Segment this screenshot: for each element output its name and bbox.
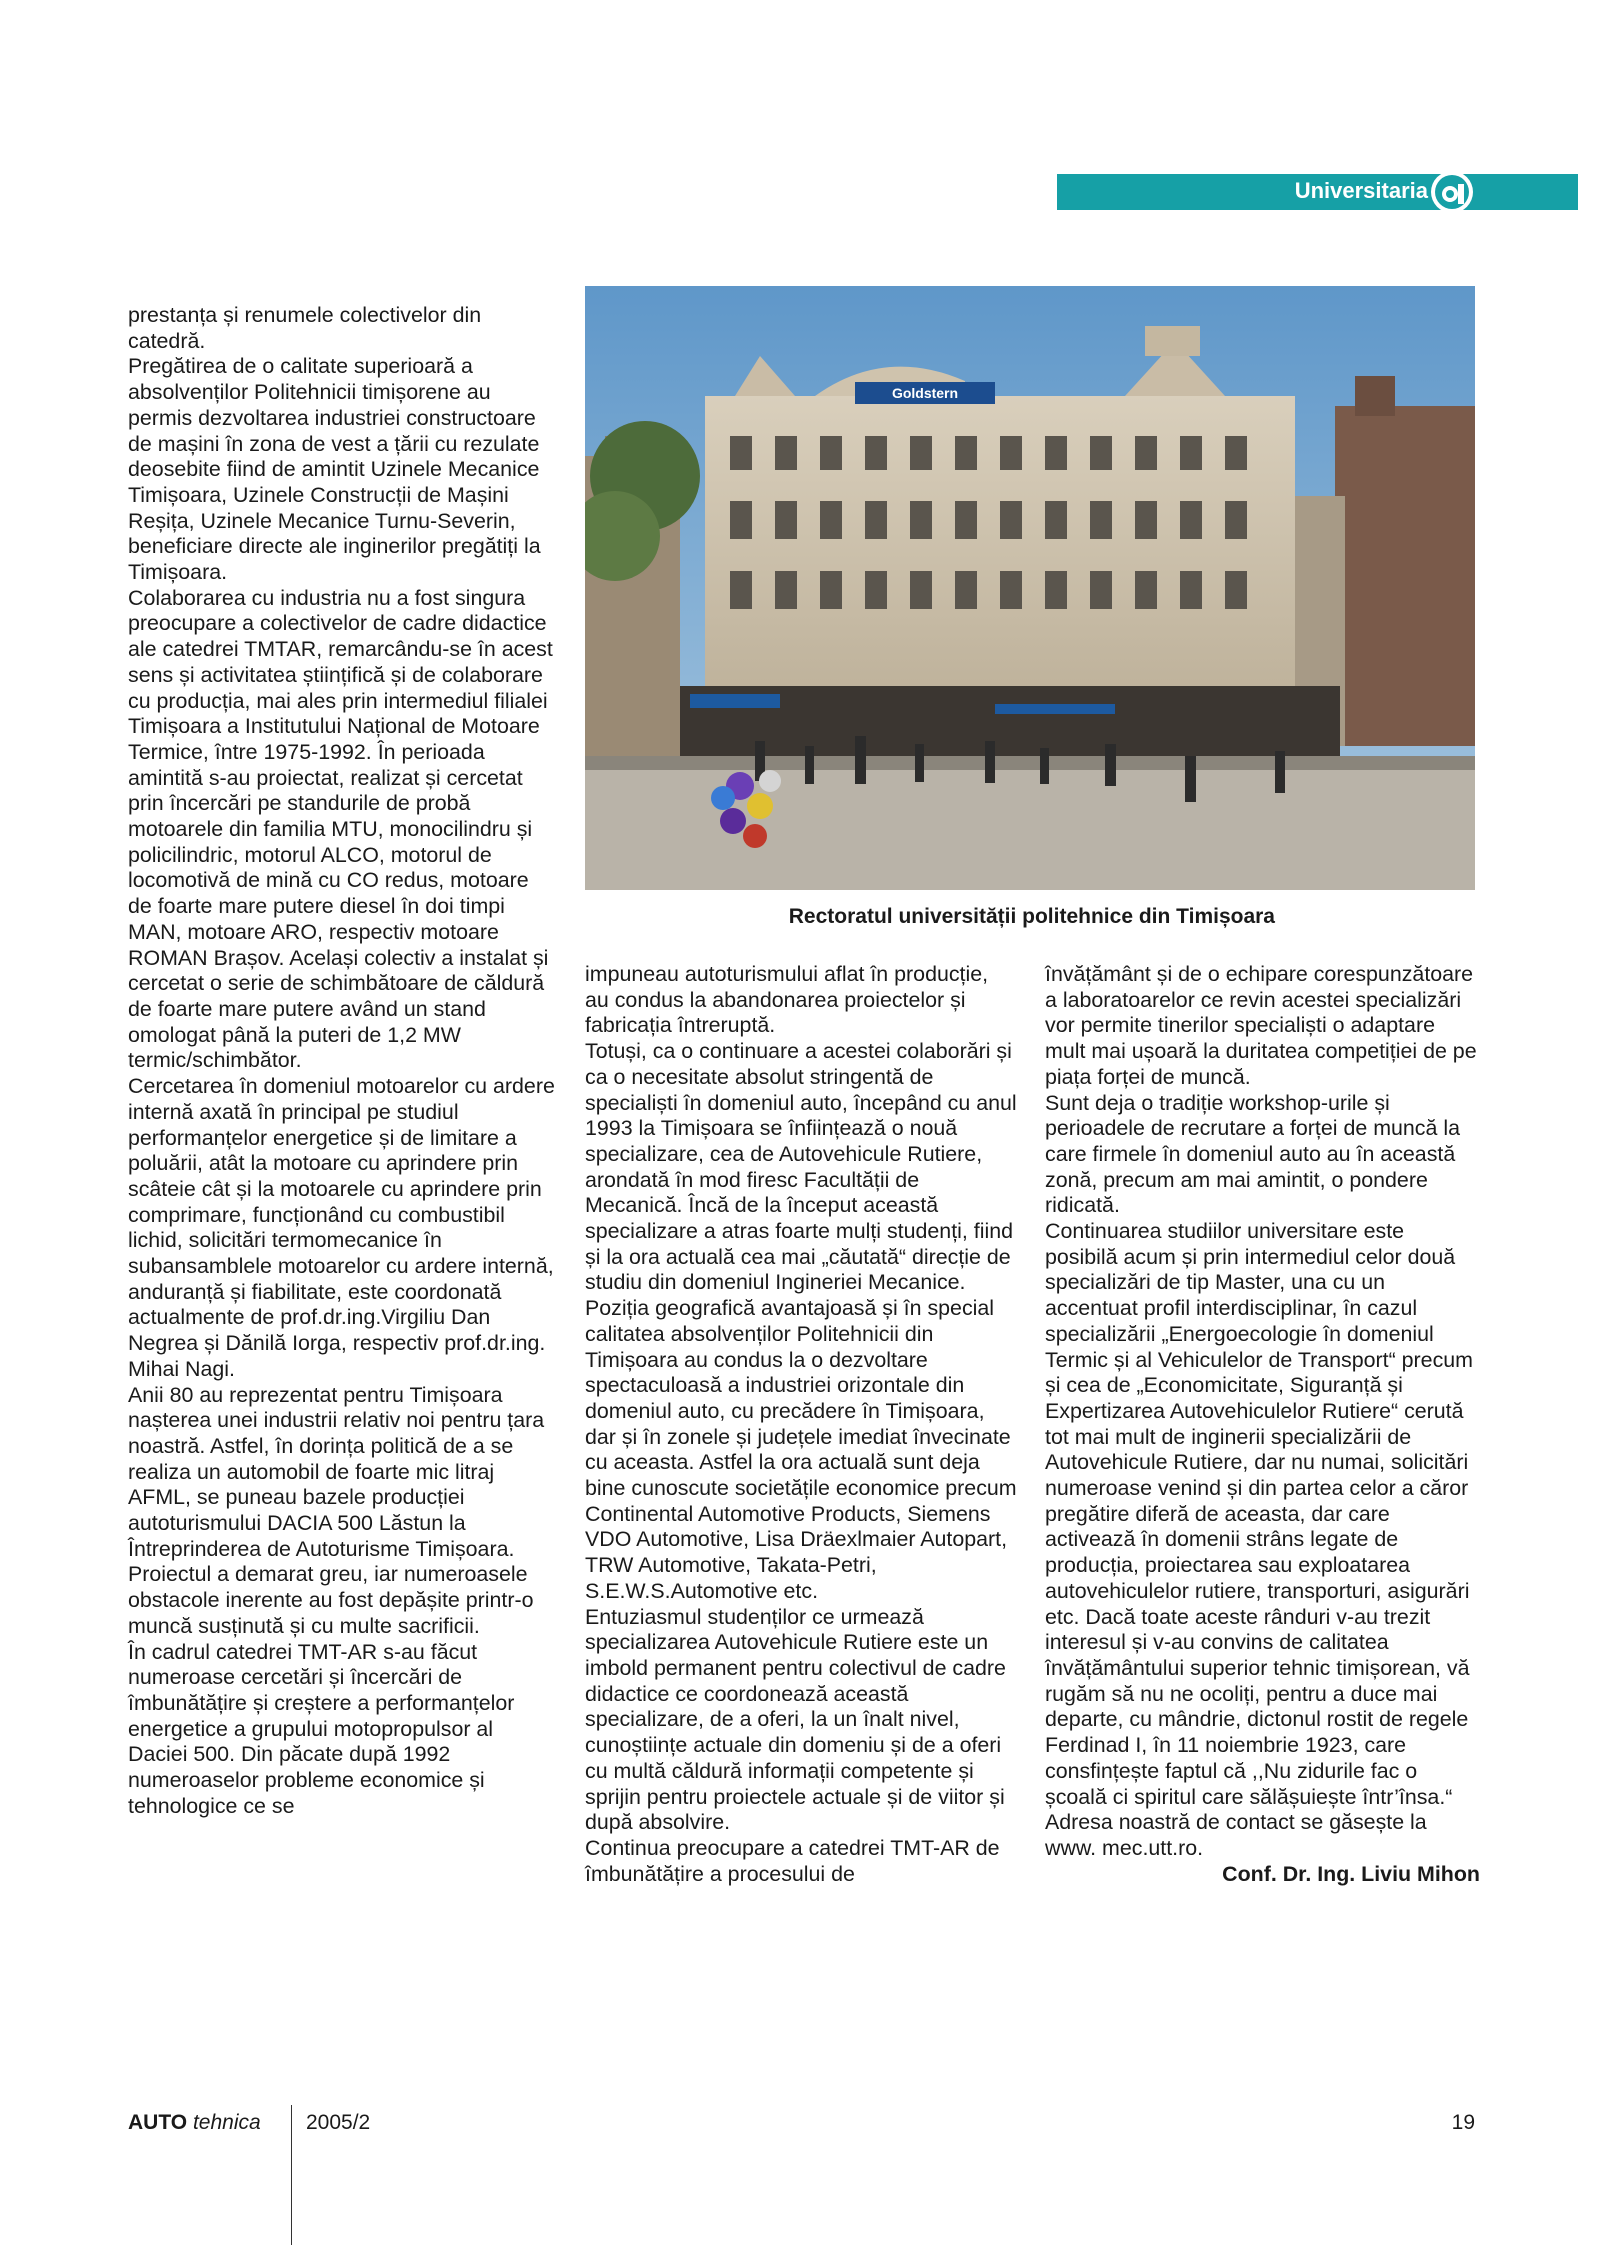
paragraph: În cadrul catedrei TMT-AR s-au făcut numeroase cercetări și încercări de îmbunătățire și creștere a performanțelor energetice a grupului motopropulsor al Daciei 500. Din păcate după 1992 numeroaselor probleme economice și tehnologice ce se — [128, 1639, 515, 1818]
paragraph: Sunt deja o tradiție workshop-urile și perioadele de recrutare a forței de muncă la care firmele în domeniul auto au în această zonă, precum am mai amintit, o pondere ridicată. — [1045, 1090, 1460, 1218]
article-author: Conf. Dr. Ing. Liviu Mihon — [1222, 1861, 1480, 1886]
brand-bold: AUTO — [128, 2111, 188, 2134]
paragraph: învățământ și de o echipare corespunzătoare a laboratoarelor ce revin acestei specializări vor permite tinerilor specialiști o adaptare mult mai ușoară la duritatea competiției de pe piața forței de muncă. — [1045, 962, 1477, 1089]
universitaria-logo-icon — [1430, 170, 1474, 214]
paragraph: Continuarea studiilor universitare este posibilă acum și prin intermediul celor două specializări de tip Master, una cu un accentuat profil interdisciplinar, în cazul specializării „Energoecologie în domeniul Termic și al Vehiculelor de Transport“ precum și cea de „Economicitate, Siguranță și Expertizarea Autovehiculelor Rutiere“ cerută tot mai mult de inginerii specializării de Autovehicule Rutiere, dar nu numai, solicitări numeroase venind și din partea celor a căror pregătire diferă de aceasta, dar care activează în domenii strâns legate de producția, proiectarea sau exploatarea autovehiculelor rutiere, transporturi, asigurări etc. Dacă toate aceste rânduri v-au trezit interesul și v-au convins de calitatea învățământului superior tehnic timișorean, vă rugăm să nu ne ocoliți, pentru a duce mai departe, cu mândrie, dictonul rostit de regele Ferdinad I, în 11 noiembrie 1923, care consfințește faptul că ,,Nu zidurile fac o școală ci spiritul care sălășuiește într’însa.“ — [1045, 1219, 1473, 1809]
footer-divider — [291, 2105, 292, 2245]
paragraph: Totuși, ca o continuare a acestei colaborări și ca o necesitate absolut stringentă de specialiști în domeniul auto, începând cu anul 1993 la Timișoara se înființează o nouă specializare, cea de Autovehicule Rutiere, arondată în mod firesc Facultății de Mecanică. Încă de la început această specializare a atras foarte mulți studenți, fiind și la ora actuală cea mai „căutată“ direcție de studiu din domeniul Ingineriei Mecanice. — [585, 1039, 1017, 1295]
building-sign: Goldstern — [891, 385, 959, 401]
paragraph: Anii 80 au reprezentat pentru Timișoara nașterea unei industrii relativ noi pentru țara noastră. Astfel, în dorința politică de a se realiza un automobil de foarte mic litraj AFML, se puneau bazele producției autoturismului DACIA 500 Lăstun la Întreprinderea de Autoturisme Timișoara. Proiectul a demarat greu, iar numeroasele obstacole inerente au fost depășite printr-o muncă susținută și cu multe sacrificii. — [128, 1382, 545, 1638]
page-number: 19 — [1451, 2111, 1475, 2134]
section-label: Universitaria — [1294, 178, 1428, 203]
article-column-3 — [1045, 962, 1480, 1887]
paragraph: Adresa noastră de contact se găsește la www. mec.utt.ro. — [1045, 1810, 1427, 1860]
paragraph: impuneau autoturismului aflat în producție, au condus la abandonarea proiectelor și fabricația întreruptă. — [585, 962, 989, 1038]
article-column-2 — [585, 962, 1017, 1887]
issue-number: 2005/2 — [306, 2111, 371, 2134]
building-photo — [585, 286, 1475, 890]
paragraph: Pregătirea de o calitate superioară a absolvenților Politehnicii timișorene au permis dezvoltarea industriei constructoare de mașini în zona de vest a țării cu rezulate deosebite fiind de amintit Uzinele Mecanice Timișoara, Uzinele Construcții de Mașini Reșița, Uzinele Mecanice Turnu-Severin, beneficiare directe ale inginerilor pregătiți la Timișoara. — [128, 354, 541, 585]
footer-brand — [128, 2111, 261, 2135]
figure-caption: Rectoratul universității politehnice din Timișoara — [788, 905, 1275, 928]
article-column-1 — [128, 303, 558, 1819]
paragraph: prestanța și renumele colectivelor din catedră. — [128, 303, 482, 353]
paragraph: Poziția geografică avantajoasă și în special calitatea absolvenților Politehnicii din Timișoara au condus la o dezvoltare spectaculoasă a industriei orizontale din domeniul auto, cu precădere în Timișoara, dar și în zonele și județele imediat învecinate cu aceasta. Astfel la ora actuală sunt deja bine cunoscute societățile economice precum Continental Automotive Products, Siemens VDO Automotive, Lisa Dräexlmaier Autopart, TRW Automotive, Takata-Petri, S.E.W.S.Automotive etc. — [585, 1296, 1017, 1603]
brand-italic: tehnica — [192, 2111, 261, 2134]
paragraph: Colaborarea cu industria nu a fost singura preocupare a colectivelor de cadre didactice ale catedrei TMTAR, remarcându-se în acest sens și activitatea științifică și de colaborare cu producția, mai ales prin intermediul filialei Timișoara a Institutului Național de Motoare Termice, între 1975-1992. În perioada amintită s-au proiectat, realizat și cercetat prin încercări pe standurile de probă motoarele din familia MTU, monocilindru și policilindric, motorul ALCO, motorul de locomotivă de mină cu CO redus, motoare de foarte mare putere diesel în doi timpi MAN, motoare ARO, respectiv motoare ROMAN Brașov. Același colectiv a instalat și cercetat o serie de schimbătoare de căldură de foarte mare putere având un stand omologat până la puteri de 1,2 MW termic/schimbător. — [128, 585, 553, 1073]
section-bar — [1057, 174, 1578, 210]
paragraph: Entuziasmul studenților ce urmează specializarea Autovehicule Rutiere este un imbold permanent pentru colectivul de cadre didactice ce coordonează această specializare, de a oferi, la un înalt nivel, cunoștiințe actuale din domeniu și de a oferi cu multă căldură informații competente și sprijin pentru proiectele actuale și de viitor și după absolvire. — [585, 1604, 1006, 1835]
paragraph: Continua preocupare a catedrei TMT-AR de îmbunătățire a procesului de — [585, 1835, 1000, 1886]
paragraph: Cercetarea în domeniul motoarelor cu ardere internă axată în principal pe studiul performanțelor energetice și de limitare a poluării, atât la motoare cu aprindere prin scâteie cât și la motoarele cu aprindere prin comprimare, funcționând cu combustibil lichid, solicitări termomecanice în subansamblele motoarelor cu ardere internă, anduranță și fiabilitate, este coordonată actualmente de prof.dr.ing.Virgiliu Dan Negrea și Dănilă Iorga, respectiv prof.dr.ing. Mihai Nagi. — [128, 1074, 555, 1381]
